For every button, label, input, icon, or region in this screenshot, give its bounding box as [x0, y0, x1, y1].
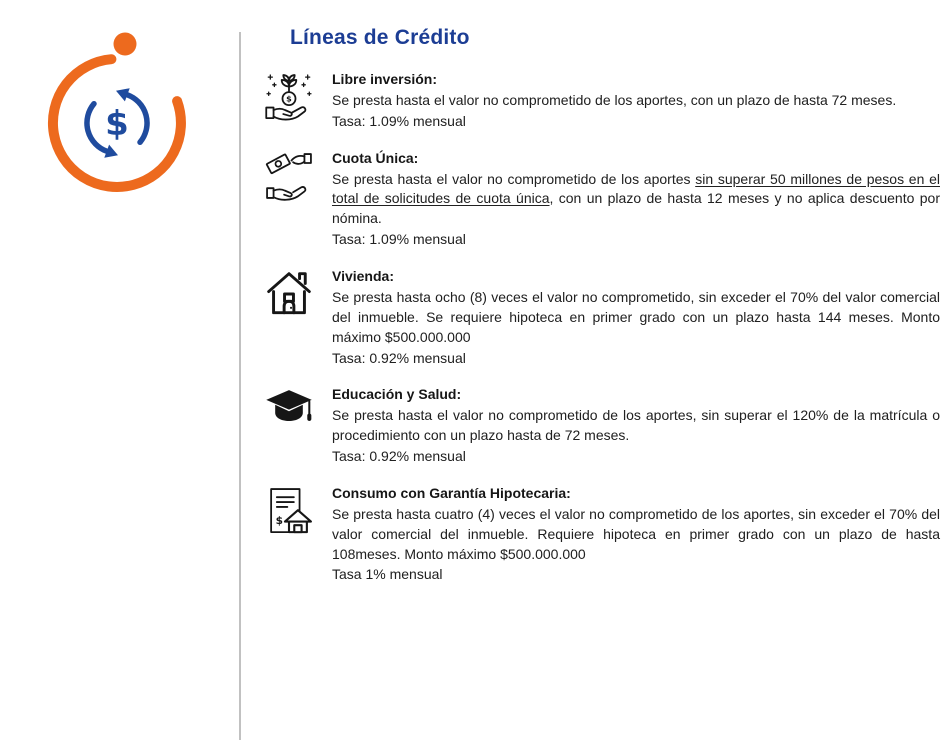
credit-lines-panel	[263, 26, 940, 602]
credit-line-description: Se presta hasta el valor no comprometido de los aportes, con un plazo de hasta 72 meses.	[332, 91, 897, 108]
credit-line-title: Cuota Única:	[332, 149, 419, 166]
credit-line-rate: Tasa: 1.09% mensual	[332, 112, 466, 129]
credit-line-rate: Tasa 1% mensual	[332, 566, 443, 583]
credit-line-rate: Tasa: 0.92% mensual	[332, 349, 466, 366]
credit-line-description: Se presta hasta cuatro (4) veces el valor no comprometido de los aportes, sin exceder el 70% del valor comercial del inmueble. Requiere hipoteca en primer grado con un plazo de hasta 108meses. Monto máximo $500.000.000	[332, 505, 940, 562]
brand-logo	[45, 28, 190, 203]
credit-line-item-vivienda	[263, 267, 940, 368]
logo-dollar-glyph: $	[105, 104, 129, 144]
page-title: Líneas de Crédito	[290, 26, 470, 49]
credit-line-item-libre-inversion	[263, 70, 940, 132]
credit-line-item-cuota-unica	[263, 149, 940, 250]
credit-line-title: Consumo con Garantía Hipotecaria:	[332, 484, 571, 501]
credit-line-description: Se presta hasta ocho (8) veces el valor no comprometido, sin exceder el 70% del valor comercial del inmueble. Se requiere hipoteca en primer grado con un plazo hasta 144 meses. Monto máximo $500.000.000	[332, 288, 940, 345]
hand-receiving-money-icon	[263, 149, 318, 250]
document-dollar-glyph: $	[275, 514, 283, 527]
credit-line-title: Libre inversión:	[332, 71, 438, 87]
house-icon	[263, 267, 318, 368]
money-plant-hand-icon	[263, 70, 318, 132]
credit-line-description: Se presta hasta el valor no comprometido de los aportes sin superar 50 millones de pesos en el total de solicitudes de cuota única, con un plazo de hasta 12 meses y no aplica descuento por nómina.	[332, 170, 940, 227]
circular-arrows-dollar-icon	[45, 28, 190, 203]
credit-line-rate: Tasa: 0.92% mensual	[332, 448, 466, 465]
coin-dollar-glyph: $	[286, 93, 292, 104]
graduation-cap-icon	[263, 385, 318, 467]
vertical-divider	[239, 32, 241, 740]
credit-line-item-consumo-hipotecario	[263, 484, 940, 585]
credit-line-description: Se presta hasta el valor no comprometido de los aportes, sin superar el 120% de la matrícula o procedimiento con un plazo hasta de 72 meses.	[332, 407, 940, 444]
credit-line-item-educacion-salud	[263, 385, 940, 467]
credit-line-title: Vivienda:	[332, 268, 394, 285]
credit-line-title: Educación y Salud:	[332, 386, 462, 403]
document-house-icon	[263, 484, 318, 585]
credit-line-rate: Tasa: 1.09% mensual	[332, 231, 466, 248]
